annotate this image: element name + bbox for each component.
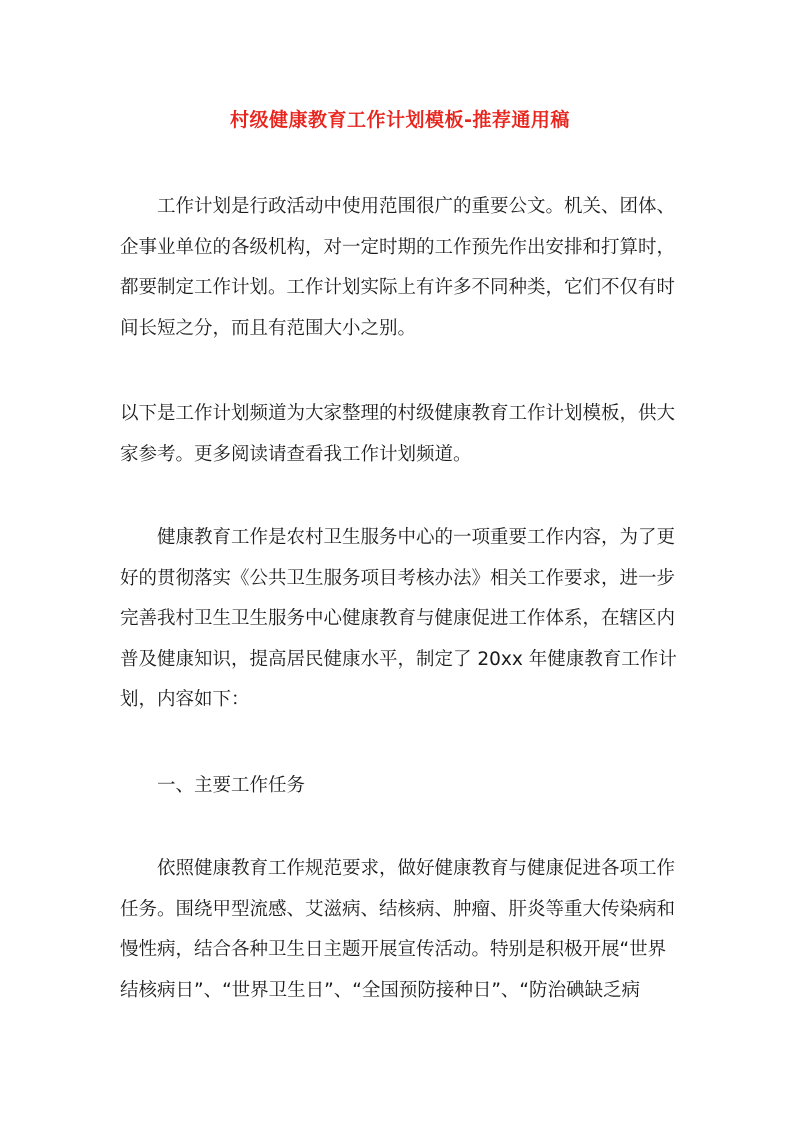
paragraph-line: 健康教育工作是农村卫生服务中心的一项重要工作内容，为了更	[157, 527, 676, 548]
paragraph-intro	[120, 187, 680, 349]
paragraph-background	[120, 518, 680, 721]
section-heading-text: 一、主要工作任务	[157, 775, 306, 796]
paragraph-line: 以下是工作计划频道为大家整理的村级健康教育工作计划模板，供大	[120, 403, 676, 424]
paragraph-line: 完善我村卫生卫生服务中心健康教育与健康促进工作体系，在辖区内	[120, 608, 676, 629]
paragraph-line: 家参考。更多阅读请查看我工作计划频道。	[120, 443, 472, 465]
paragraph-line: 工作计划是行政活动中使用范围很广的重要公文。机关、团体、	[157, 196, 676, 217]
paragraph-line: 普及健康知识，提高居民健康水平，制定了 20xx 年健康教育工作计	[120, 648, 677, 670]
paragraph-line: 划，内容如下：	[120, 689, 250, 710]
document-title: 村级健康教育工作计划模板-推荐通用稿	[230, 109, 570, 131]
paragraph-line: 结核病日”、“世界卫生日”、“全国预防接种日”、“防治碘缺乏病	[120, 979, 641, 1001]
paragraph-line: 依照健康教育工作规范要求，做好健康教育与健康促进各项工作	[157, 858, 676, 879]
paragraph-line: 任务。围绕甲型流感、艾滋病、结核病、肿瘤、肝炎等重大传染病和	[120, 898, 676, 920]
paragraph-tasks	[120, 849, 680, 1011]
paragraph-channel-note	[120, 394, 680, 475]
paragraph-line: 好的贯彻落实《公共卫生服务项目考核办法》相关工作要求，进一步	[120, 567, 676, 589]
paragraph-line: 都要制定工作计划。工作计划实际上有许多不同种类，它们不仅有时	[120, 277, 676, 298]
paragraph-line: 企事业单位的各级机构，对一定时期的工作预先作出安排和打算时，	[120, 236, 676, 258]
paragraph-line: 间长短之分，而且有范围大小之别。	[120, 317, 417, 339]
paragraph-line: 慢性病，结合各种卫生日主题开展宣传活动。特别是积极开展“世界	[120, 939, 667, 960]
section-heading	[120, 766, 680, 807]
